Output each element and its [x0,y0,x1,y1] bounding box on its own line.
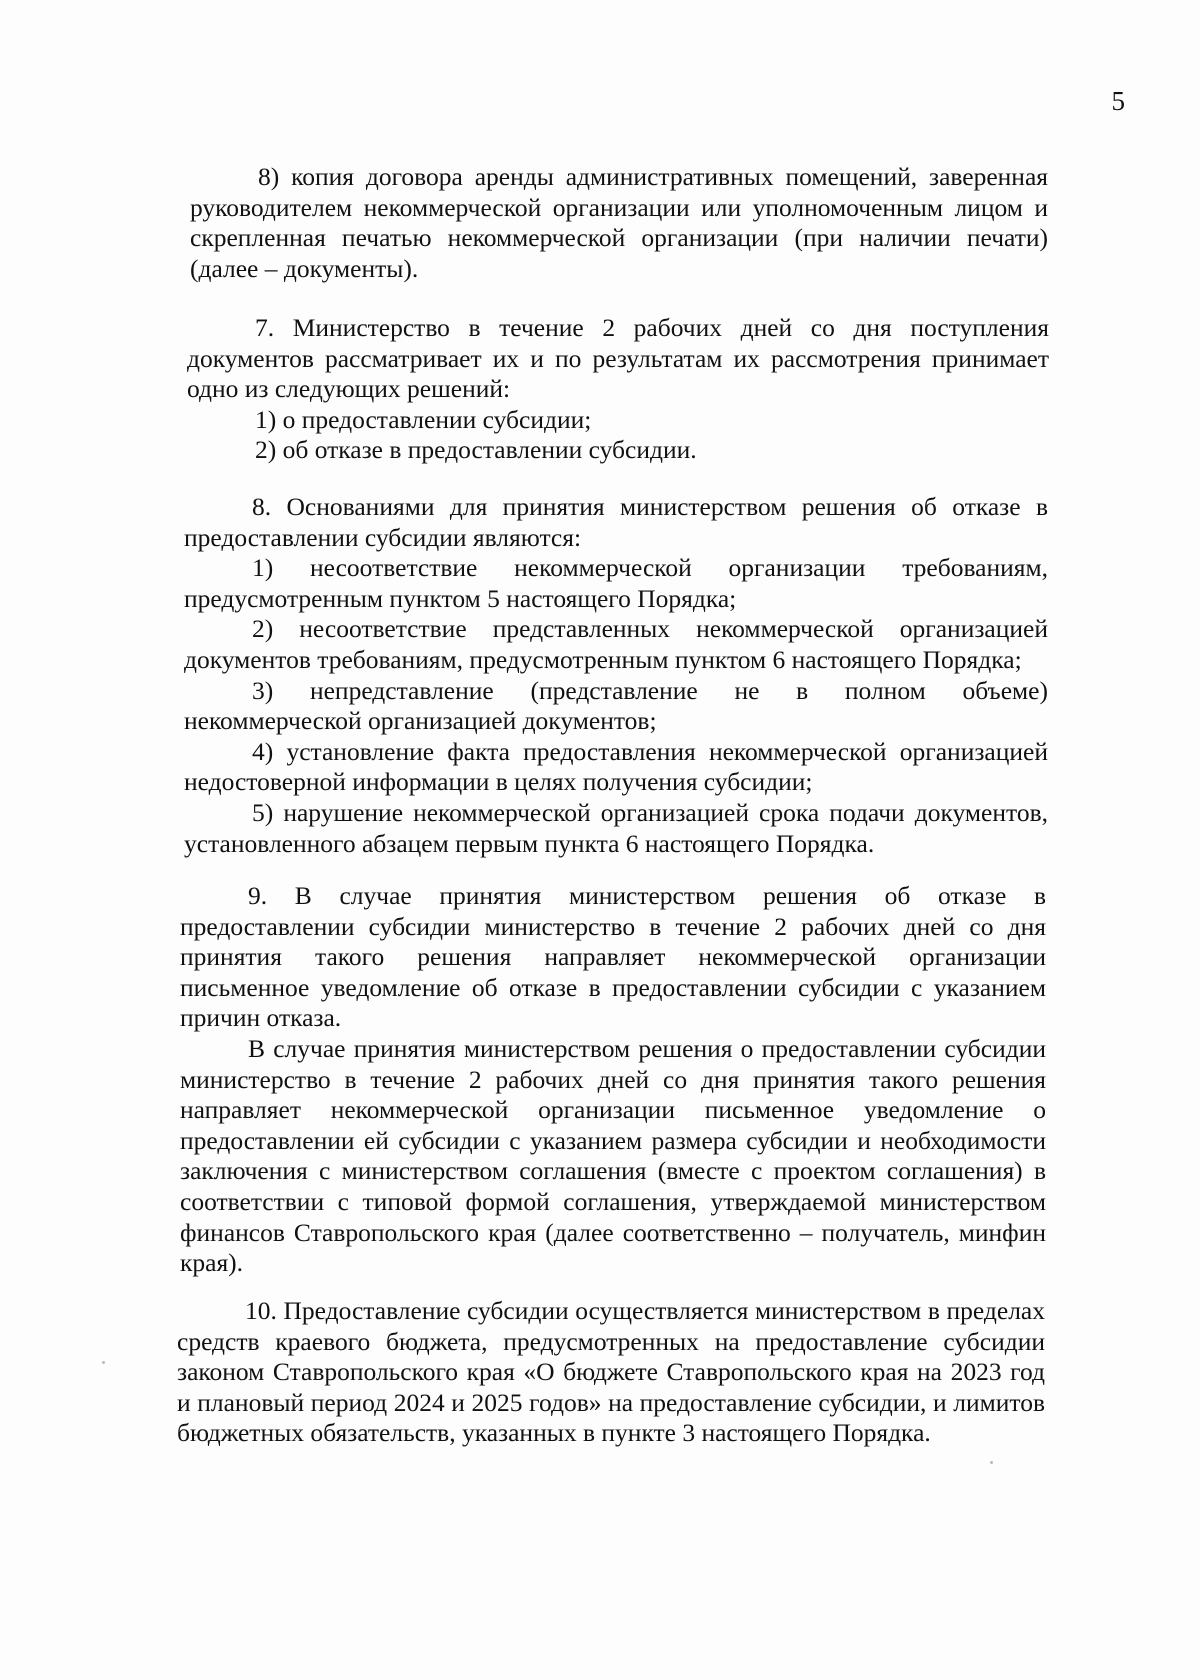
scan-speck [102,1361,105,1364]
section-clause-7 [187,313,1049,466]
list-item: 4) установление факта предоставления некоммерческой организацией недостоверной информации в целях получения субсидии; [184,736,1048,797]
list-item: 1) о предоставлении субсидии; [255,404,592,434]
paragraph: 9. В случае принятия министерством решения об отказе в предоставлении субсидии министерство в течение 2 рабочих дней со дня принятия такого решения направляет некоммерческой организации письменное уведомление об отказе в предоставлении субсидии с указанием причин отказа. [180,881,1046,1033]
section-clause-8 [184,492,1048,859]
paragraph: 8) копия договора аренды административных помещений, заверенная руководителем некоммерческой организации или уполномоченным лицом и скрепленная печатью некоммерческой организации (при наличии печати) (далее – документы). [190,162,1048,283]
list-item: 2) об отказе в предоставлении субсидии. [255,435,697,465]
section-clause-9 [180,881,1046,1279]
list-item: 3) непредставление (представление не в полном объеме) некоммерческой организацией документов; [184,675,1048,736]
list-item: 1) несоответствие некоммерческой организации требованиям, предусмотренным пунктом 5 настоящего Порядка; [184,553,1048,613]
section-clause-10 [177,1296,1045,1449]
page-number: 5 [1111,86,1125,116]
section-list-item-8 [190,162,1048,284]
paragraph: 7. Министерство в течение 2 рабочих дней со дня поступления документов рассматривает их и по результатам их рассмотрения принимает одно из следующих решений: [187,313,1049,404]
paragraph: В случае принятия министерством решения о предоставлении субсидии министерство в течение 2 рабочих дней со дня принятия такого решения направляет некоммерческой организации письменное уведомление о предоставлении ей субсидии с указанием размера субсидии и необходимости заключения с министерством соглашения (вместе с проектом соглашения) в соответствии с типовой формой соглашения, утверждаемой министерством финансов Ставропольского края (далее соответственно – получатель, минфин края). [180,1033,1046,1278]
scan-speck [990,1461,993,1464]
paragraph: 8. Основаниями для принятия министерством решения об отказе в предоставлении субсидии являются: [184,492,1048,552]
list-item: 5) нарушение некоммерческой организацией срока подачи документов, установленного абзацем первым пункта 6 настоящего Порядка. [184,797,1048,858]
paragraph: 10. Предоставление субсидии осуществляется министерством в пределах средств краевого бюджета, предусмотренных на предоставление субсидии законом Ставропольского края «О бюджете Ставропольского края на 2023 год и плановый период 2024 и 2025 годов» на предоставление субсидии, и лимитов бюджетных обязательств, указанных в пункте 3 настоящего Порядка. [177,1296,1045,1448]
list-item: 2) несоответствие представленных некоммерческой организацией документов требованиям, предусмотренным пунктом 6 настоящего Порядка; [184,614,1048,674]
